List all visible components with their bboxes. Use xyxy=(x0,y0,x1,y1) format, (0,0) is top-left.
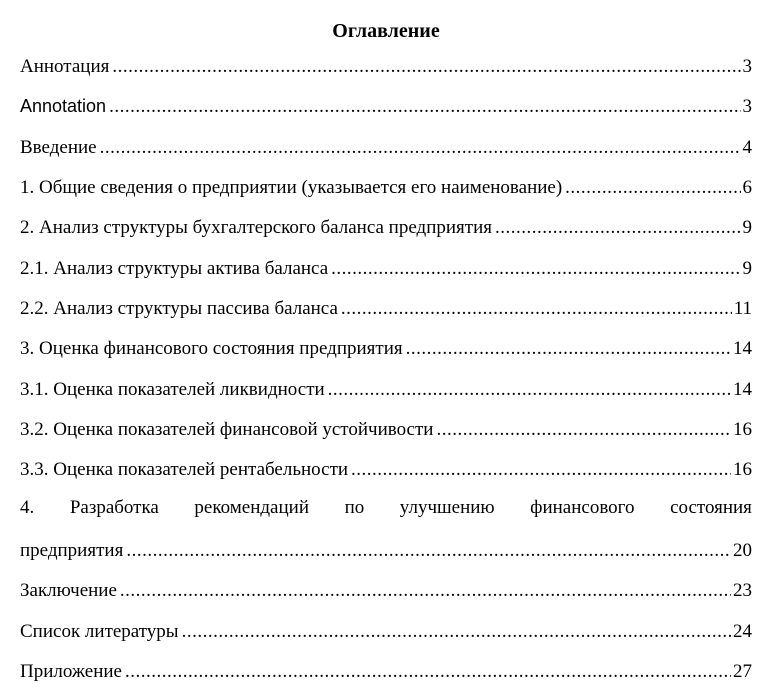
toc-page-number: 3 xyxy=(742,96,752,118)
toc-entry-text: 1. Общие сведения о предприятии (указывается его наименование) xyxy=(20,176,563,198)
toc-entry-text: 3.3. Оценка показателей рентабельности xyxy=(20,459,349,481)
toc-entry[interactable] xyxy=(20,284,752,324)
toc-entry-text: 3.1. Оценка показателей ликвидности xyxy=(20,378,325,400)
toc-page-number: 9 xyxy=(742,257,752,279)
toc-entry-text: Annotation xyxy=(20,96,107,117)
toc-entry[interactable] xyxy=(20,364,752,404)
toc-entry[interactable] xyxy=(20,566,752,606)
dot-leader xyxy=(126,540,731,562)
toc-page-number: 23 xyxy=(733,580,752,602)
dot-leader xyxy=(351,459,731,481)
toc-entry[interactable] xyxy=(20,405,752,445)
toc-page-number: 3 xyxy=(742,56,752,77)
dot-leader xyxy=(436,419,731,441)
dot-leader xyxy=(109,96,740,118)
toc-page-number: 6 xyxy=(742,176,752,198)
dot-leader xyxy=(328,379,731,401)
toc-page-number: 14 xyxy=(733,378,752,400)
toc-entry-word: рекомендаций xyxy=(194,497,309,519)
toc-page-number: 27 xyxy=(733,660,752,682)
toc-entry-text: Приложение xyxy=(20,660,122,682)
dot-leader xyxy=(182,621,731,643)
toc-page-number: 20 xyxy=(733,539,752,561)
toc-entry-text: 3. Оценка финансового состояния предприятия xyxy=(20,338,403,360)
toc-entry[interactable] xyxy=(20,82,752,122)
dot-leader xyxy=(341,298,732,320)
toc-page-number: 9 xyxy=(742,217,752,239)
toc-page-number: 16 xyxy=(733,418,752,440)
toc-entry[interactable] xyxy=(20,647,752,687)
toc-entry[interactable] xyxy=(20,203,752,243)
toc-entry[interactable] xyxy=(20,122,752,162)
toc-entry-word: по xyxy=(344,497,365,519)
toc-entry-text: Аннотация xyxy=(20,56,110,77)
toc-entry-word: состояния xyxy=(670,497,752,519)
dot-leader xyxy=(125,661,731,683)
dot-leader xyxy=(331,258,740,280)
toc-page-number: 14 xyxy=(733,338,752,360)
dot-leader xyxy=(406,338,731,360)
toc-entry-text: 2. Анализ структуры бухгалтерского баланса предприятия xyxy=(20,217,492,239)
toc-entry-word: Разработка xyxy=(69,497,159,519)
toc-entry-text: 2.2. Анализ структуры пассива баланса xyxy=(20,297,338,319)
toc-entry[interactable] xyxy=(20,606,752,646)
toc-list xyxy=(20,44,752,687)
dot-leader xyxy=(565,177,740,199)
toc-entry[interactable] xyxy=(20,445,752,485)
toc-entry[interactable] xyxy=(20,324,752,364)
toc-entry-text xyxy=(20,497,752,519)
dot-leader xyxy=(112,56,740,78)
toc-entry-text: Заключение xyxy=(20,580,117,602)
toc-page-number: 24 xyxy=(733,620,752,642)
toc-page-number: 16 xyxy=(733,459,752,481)
toc-entry-text: 2.1. Анализ структуры актива баланса xyxy=(20,257,329,279)
toc-entry-word: улучшению xyxy=(399,497,495,519)
toc-title: Оглавление xyxy=(332,20,440,42)
dot-leader xyxy=(120,580,731,602)
dot-leader xyxy=(100,137,741,159)
toc-entry-text: Введение xyxy=(20,136,97,158)
toc-entry[interactable] xyxy=(20,243,752,283)
toc-page-number: 4 xyxy=(742,136,752,158)
toc-entry[interactable] xyxy=(20,163,752,203)
toc-entry-text-continued: предприятия xyxy=(20,539,124,561)
toc-entry-text: Список литературы xyxy=(20,620,179,642)
table-of-contents xyxy=(20,0,752,687)
toc-entry[interactable] xyxy=(20,485,752,566)
toc-entry-text: 3.2. Оценка показателей финансовой устойчивости xyxy=(20,418,434,440)
toc-entry-word: финансового xyxy=(530,497,635,519)
toc-page-number: 11 xyxy=(733,297,752,319)
toc-entry-word: 4. xyxy=(20,497,35,519)
toc-entry[interactable] xyxy=(20,44,752,82)
dot-leader xyxy=(495,217,741,239)
